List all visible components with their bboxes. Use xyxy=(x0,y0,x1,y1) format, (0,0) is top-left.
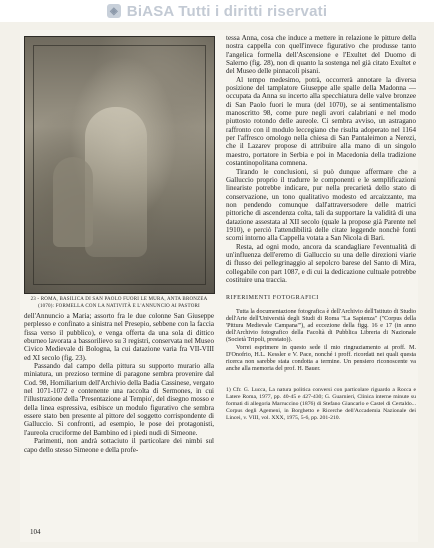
paragraph: tessa Anna, cosa che induce a mettere in relazione le pitture della nostra cappella con quell'invece figurativo che produsse tanto l'angelica formella dell'Ascensione e l'Exultet del Duomo di Salerno (fig. 28), non di quanto la sostenga nel già citato Exultet e del Museo delle pinnacoli pisani. xyxy=(226,34,416,76)
paragraph: Al tempo medesimo, potrà, occorrerà annotare la diversa posizione del tamplatore Giuseppe alle spalle della Madonna — occupata da Anna su incerto alla specchiatura delle valve bronzee di San Paolo fuori le mura (del 1070), se ai sentimentalismo manoscritto 98, come pure negli avori calabriani e nel modo piuttosto rotondo delle aureole. Ci sembra avviso, un astragano raffronto con il modulo leccegiano che risulta adoperato nel 1164 per l'affresco omologo nella chiesa di San Pantaleimon a Nerezi, che il Lazarev propose di attribuire alla mano di un singolo maestro, portatore in Serbia e poi in Macedonia della tradizione costantinopolitana comnena. xyxy=(226,75,416,168)
document-page xyxy=(20,30,418,542)
section-heading: RIFERIMENTI FOTOGRAFICI xyxy=(226,295,319,302)
left-text-column xyxy=(24,312,214,454)
bronze-door-panel-photo xyxy=(24,36,215,294)
paragraph: Parimenti, non andrà sottaciuto il particolare dei nimbi sul capo dello stesso Simeone e della profe- xyxy=(24,437,214,454)
library-shield-icon: ◈ xyxy=(107,4,121,18)
paragraph: Passando dal campo della pittura su supporto murario alla miniatura, un prezioso termine di paragone sembra provenire dal Cod. 98, Homiliarium dell'Archivio della Badia Cassinese, vergato nel 1071-1072 e contenente una raccolta di Sermones, in cui l'illustrazione della 'Presentazione al Tempio', del disegno mosso e della linea espressiva, esibisce un modulo figurativo che sembra essere stato ben presente al pittore del soggetto corrispondente di Galluccio. Si confronti, ad esempio, le pose dei protagonisti, l'aureola cruciforme del Bambino ed i piedi nudi di Simeone. xyxy=(24,362,214,437)
panel-figure-secondary xyxy=(53,157,93,247)
panel-figure-main xyxy=(85,107,147,257)
acknowledgements-note: Vorrei esprimere in questo sede il mio ringraziamento ai proff. M. D'Onofrio, H.L. Kessler e V. Pace, nonché i proff. ricordati nei quali questa ricerca non sarebbe stata condotta a termine. Un pensiero riconoscente va anche alla memoria del prof. H. Bauer. xyxy=(226,344,416,373)
page-number: 104 xyxy=(30,528,41,536)
watermark-text: BiASA Tutti i diritti riservati xyxy=(126,2,328,20)
right-text-column xyxy=(226,34,416,421)
paragraph: dell'Annuncio a Maria; assorto fra le due colonne San Giuseppe perplesso e confinato a sinistra nel Presepio, sebbene con la faccia fissa verso il pubblico), e venga offerta da una sola di dittico eburneo lavorata a bassorilievo su 3 registri, conservata nel Museo Civico Medievale di Bologna, la cui datazione varia fra VII-VIII ed XI secolo (fig. 23). xyxy=(24,312,214,362)
paragraph: Resta, ad ogni modo, ancora da scandagliare l'eventualità di un'influenza dell'eremo di Galluccio su una delle direzioni viarie di flusso dei pellegrinaggio al sepolcro barese del Santo di Mira, collegabile con part 1087, e di cui la dedicazione cultuale potrebbe costituire una traccia. xyxy=(226,242,416,284)
paragraph: Tirando le conclusioni, si può dunque affermare che a Galluccio proprio il tradurre le componenti e le semplificazioni lineariste potrebbe indicare, pur nella precarietà dello stato di conservazione, un tono qualitativo modesto ed arcaizzante, ma non pendendo comunque dall'attraversodere delle matrici pittoriche di ascendenza colta, tali da supportare la validità di una datazione assestata al XII secolo (quale la propose già Parente nel 1910), e perciò l'attendibilità delle citate leggende nonchè fonti scorni intorno alla Cappella votata a San Nicola di Bari. xyxy=(226,167,416,243)
figure-caption: 23 - ROMA, BASILICA DI SAN PAOLO FUORI LE MURA, ANTA BRONZEA (1070): FORMELLA CON LA NATIVITÀ E L'ANNUNCIO AI PASTORI xyxy=(30,297,208,309)
footnote: 1) Cfr. G. Lucca, La natura politica conversi con particolare riguardo a Rocca e Latere Roma, 1977, pp. 40-45 e 427-430; G. Guarnieri, Clinica interne minute su formati di allegoria Marruccino (1876) di Stefano Giancarlo e Castel di Certaldo... Corpus degli Agemeni, in Borghetto e Ricerche dell'Accademia Nazionale dei Lincei, v. VIII, vol. XXX, 1975, 5-6, pp. 201-210. xyxy=(226,387,416,421)
watermark-banner xyxy=(0,0,434,22)
photo-credits-note: Tutta la documentazione fotografica è dell'Archivio dell'Istituto di Studio dell'Arte dell'Università degli Studi di Roma "La Sapienza" ("Corpus della 'Pittura Medievale Campana'"), ad eccezione della figg. 16 e 17 (in anno dell'Archivio fotografico della Facoltà di Pubblica Libreria di Nazionale (Società Tripoli, prestato)). xyxy=(226,308,416,344)
